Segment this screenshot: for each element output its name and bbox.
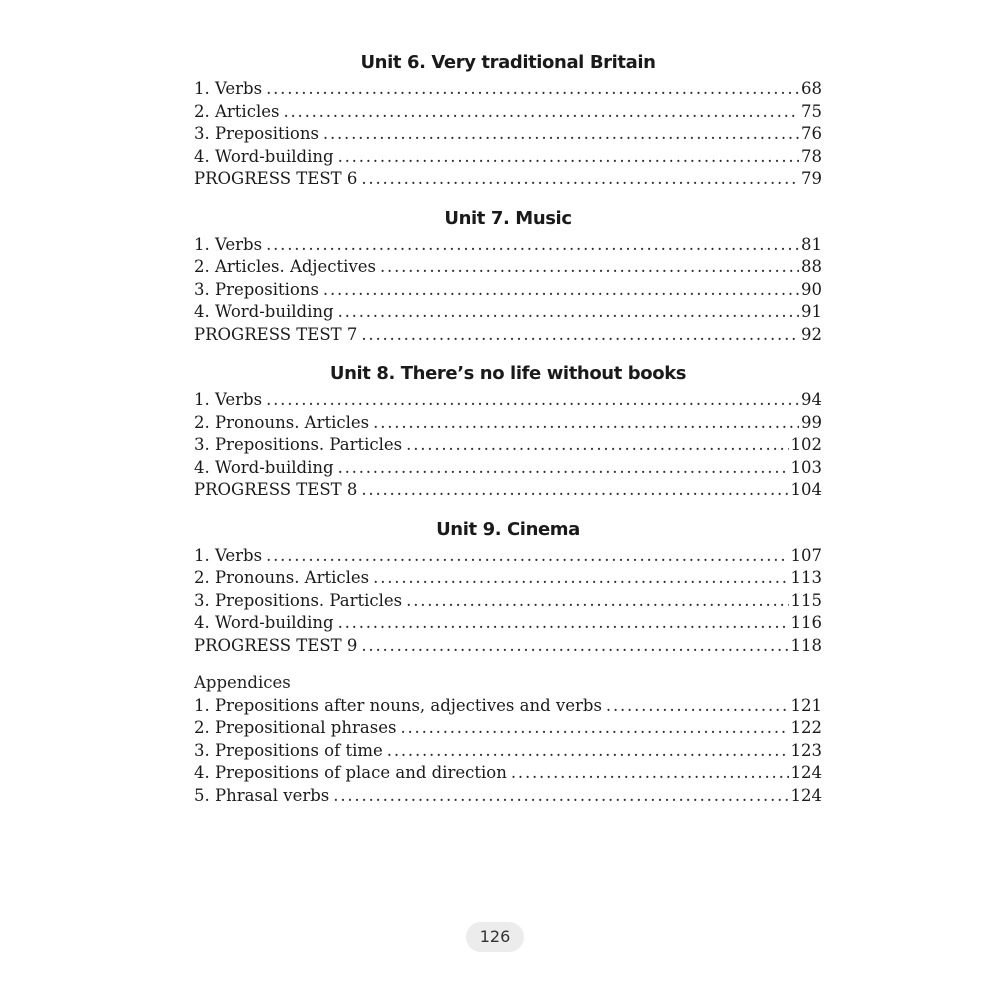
entry-label: 2. Articles: [194, 101, 280, 121]
unit-9-section: [194, 517, 822, 658]
entry-label: 3. Prepositions of time: [194, 740, 383, 760]
toc-entry[interactable]: [194, 324, 822, 347]
entry-page: 123: [790, 740, 822, 760]
dot-leader: [606, 695, 789, 718]
toc-entry[interactable]: [194, 717, 822, 740]
toc-entry[interactable]: [194, 301, 822, 324]
dot-leader: [406, 590, 788, 613]
unit-title: Unit 8. There’s no life without books: [329, 363, 687, 384]
dot-leader: [406, 434, 788, 457]
toc-entry[interactable]: [194, 479, 822, 502]
dot-leader: [323, 279, 799, 302]
dot-leader: [361, 168, 799, 191]
dot-leader: [323, 123, 799, 146]
dot-leader: [266, 389, 799, 412]
entry-page: 115: [790, 590, 822, 610]
toc-entry[interactable]: [194, 695, 822, 718]
dot-leader: [373, 412, 799, 435]
dot-leader: [373, 567, 788, 590]
entry-page: 92: [801, 324, 822, 344]
dot-leader: [283, 101, 799, 124]
entry-page: 78: [801, 146, 822, 166]
toc-entry[interactable]: [194, 389, 822, 412]
entry-page: 99: [801, 412, 822, 432]
toc-entry[interactable]: [194, 545, 822, 568]
dot-leader: [338, 146, 799, 169]
entry-page: 113: [790, 568, 822, 587]
appendices-section: [194, 672, 822, 807]
dot-leader: [338, 301, 799, 324]
toc-entry[interactable]: [194, 590, 822, 613]
toc-entry[interactable]: [194, 785, 822, 808]
entry-label: PROGRESS TEST 9: [194, 635, 358, 655]
entry-label: 4. Word-building: [194, 302, 334, 321]
toc-entry[interactable]: [194, 146, 822, 169]
table-of-contents: [194, 50, 822, 807]
entry-page: 94: [801, 390, 822, 409]
dot-leader: [400, 717, 788, 740]
entry-page: 124: [790, 763, 822, 782]
toc-entry[interactable]: [194, 635, 822, 658]
entry-label: 4. Word-building: [194, 457, 334, 477]
dot-leader: [266, 78, 799, 101]
unit-title: Unit 6. Very traditional Britain: [360, 52, 656, 73]
entry-page: 81: [801, 234, 822, 254]
entry-label: 2. Prepositional phrases: [194, 718, 397, 737]
toc-entry[interactable]: [194, 457, 822, 480]
entry-label: 3. Prepositions. Particles: [194, 590, 403, 610]
toc-entry[interactable]: [194, 740, 822, 763]
entry-label: 1. Verbs: [194, 390, 263, 409]
entry-page: 76: [801, 124, 822, 143]
dot-leader: [266, 234, 799, 257]
entry-label: 4. Prepositions of place and direction: [194, 763, 507, 782]
entry-label: 2. Pronouns. Articles: [194, 568, 370, 587]
entry-label: 1. Prepositions after nouns, adjectives and verbs: [194, 695, 602, 715]
entry-label: 1. Verbs: [194, 545, 263, 565]
dot-leader: [361, 635, 788, 658]
entry-page: 118: [790, 635, 822, 655]
unit-8-section: [194, 361, 822, 502]
toc-entry[interactable]: [194, 434, 822, 457]
entry-page: 88: [801, 257, 822, 276]
entry-label: 1. Verbs: [194, 79, 263, 98]
entry-label: 1. Verbs: [194, 234, 263, 254]
entry-label: PROGRESS TEST 7: [194, 324, 358, 344]
page-number-badge: 126: [466, 922, 524, 952]
toc-entry[interactable]: [194, 567, 822, 590]
entry-label: 4. Word-building: [194, 146, 334, 166]
entry-page: 104: [790, 480, 822, 499]
entry-label: PROGRESS TEST 6: [194, 169, 358, 188]
entry-page: 116: [790, 613, 822, 632]
entry-label: 4. Word-building: [194, 613, 334, 632]
entry-page: 90: [801, 279, 822, 299]
dot-leader: [338, 457, 789, 480]
entry-label: 2. Articles. Adjectives: [194, 257, 376, 276]
entry-page: 79: [801, 169, 822, 188]
entry-label: 2. Pronouns. Articles: [194, 412, 370, 432]
entry-page: 121: [790, 695, 822, 715]
toc-entry[interactable]: [194, 256, 822, 279]
entry-page: 107: [790, 545, 822, 565]
dot-leader: [511, 762, 789, 785]
dot-leader: [338, 612, 789, 635]
entry-page: 103: [790, 457, 822, 477]
toc-entry[interactable]: [194, 123, 822, 146]
appendices-title: Appendices: [194, 673, 291, 692]
dot-leader: [380, 256, 799, 279]
entry-page: 122: [790, 718, 822, 737]
entry-page: 75: [801, 101, 822, 121]
entry-page: 102: [790, 435, 822, 454]
toc-entry[interactable]: [194, 412, 822, 435]
unit-title: Unit 9. Cinema: [436, 518, 580, 540]
toc-entry[interactable]: [194, 101, 822, 124]
dot-leader: [266, 545, 788, 568]
entry-label: 5. Phrasal verbs: [194, 785, 330, 805]
toc-entry[interactable]: [194, 612, 822, 635]
dot-leader: [361, 479, 788, 502]
entry-label: 3. Prepositions: [194, 124, 319, 143]
entry-page: 91: [801, 302, 822, 321]
toc-entry[interactable]: [194, 78, 822, 101]
dot-leader: [333, 785, 788, 808]
entry-label: 3. Prepositions: [194, 279, 319, 299]
entry-label: 3. Prepositions. Particles: [194, 435, 403, 454]
toc-entry[interactable]: [194, 279, 822, 302]
entry-page: 68: [801, 79, 822, 98]
unit-6-section: [194, 50, 822, 191]
toc-entry[interactable]: [194, 234, 822, 257]
unit-title: Unit 7. Music: [444, 207, 572, 229]
toc-entry[interactable]: [194, 168, 822, 191]
dot-leader: [361, 324, 799, 347]
dot-leader: [387, 740, 789, 763]
entry-label: PROGRESS TEST 8: [194, 480, 358, 499]
toc-entry[interactable]: [194, 762, 822, 785]
entry-page: 124: [790, 785, 822, 805]
unit-7-section: [194, 206, 822, 347]
